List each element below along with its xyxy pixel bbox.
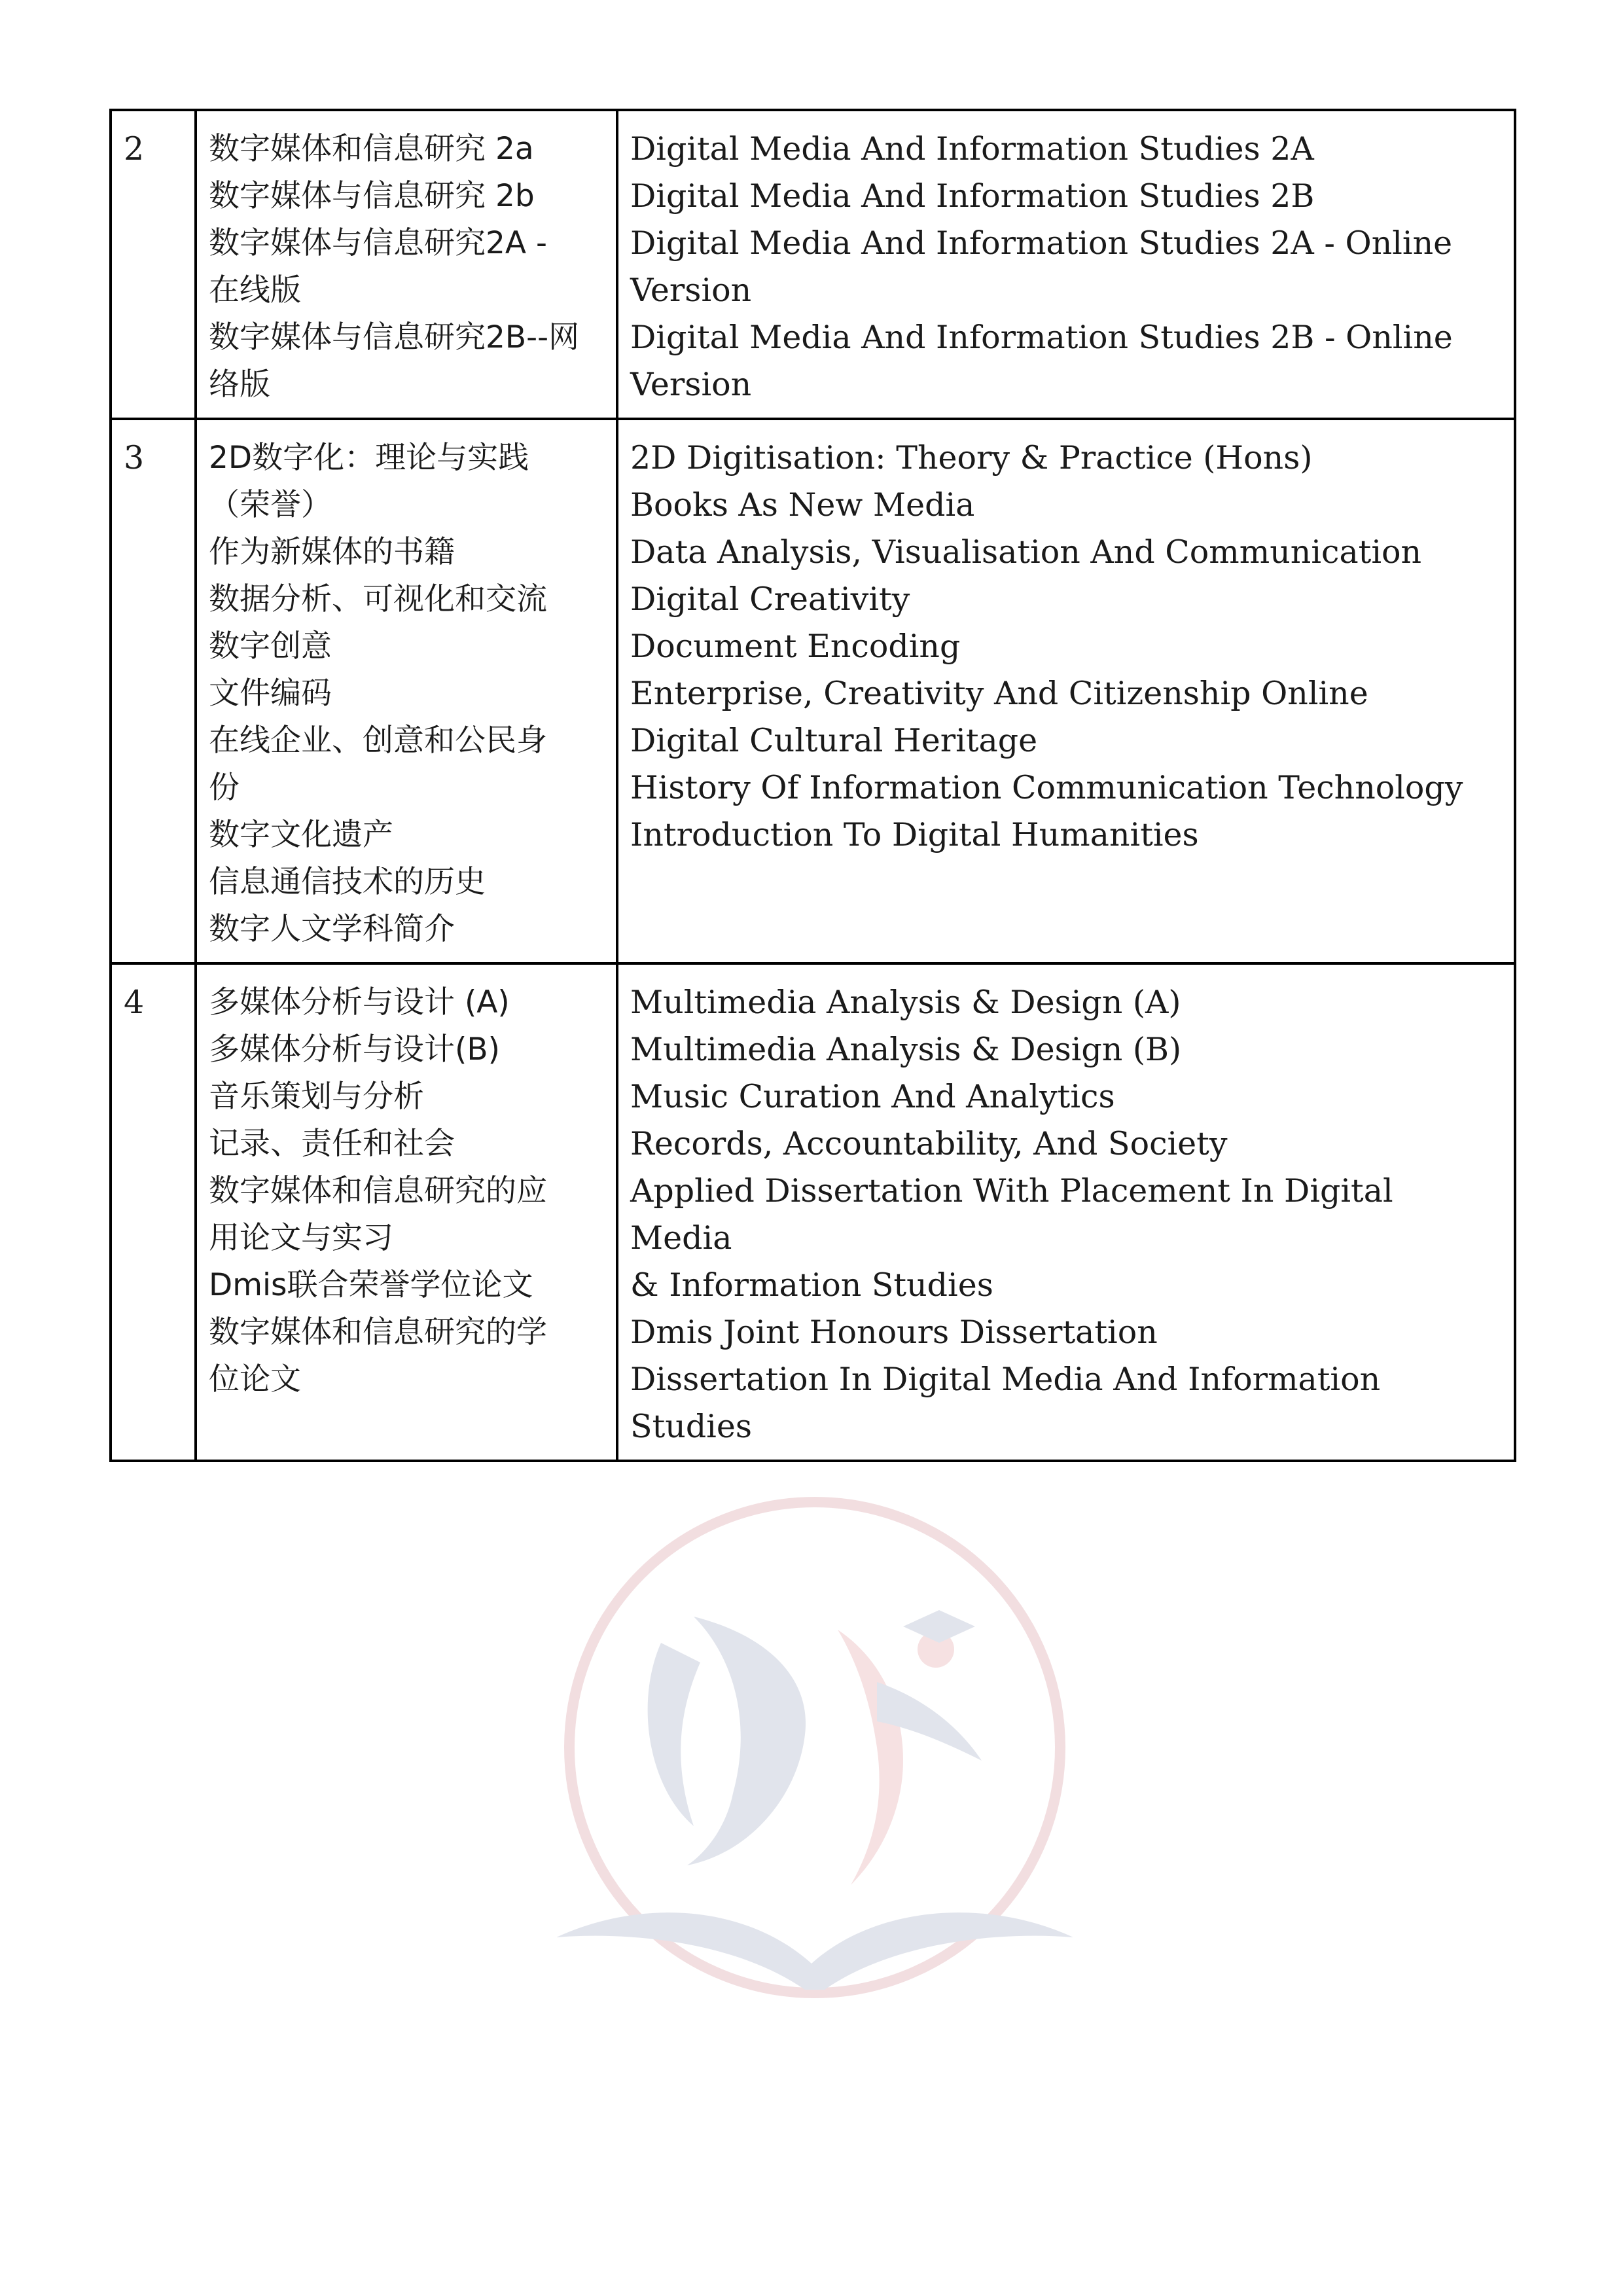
table-body xyxy=(111,110,1515,1461)
chinese-course-line: 位论文 xyxy=(209,1361,301,1397)
table-row xyxy=(111,963,1515,1461)
chinese-course-line: 文件编码 xyxy=(209,675,332,711)
watermark-figure-right xyxy=(838,1630,903,1885)
watermark-logo-icon xyxy=(537,1486,1093,2022)
watermark-book xyxy=(556,1912,1073,1990)
english-course-line: Digital Creativity xyxy=(630,581,910,618)
english-course-line: Enterprise, Creativity And Citizenship Online xyxy=(630,675,1368,712)
chinese-course-line: 数字媒体与信息研究2B--网 xyxy=(209,319,580,355)
watermark-cap xyxy=(903,1610,975,1643)
watermark-figure-left xyxy=(648,1643,700,1826)
chinese-course-line: 记录、责任和社会 xyxy=(209,1126,455,1162)
english-course-line: Version xyxy=(630,366,752,403)
english-course-line: Books As New Media xyxy=(630,486,975,524)
chinese-course-line: 用论文与实习 xyxy=(209,1220,393,1256)
chinese-course-line: 数字媒体与信息研究 2b xyxy=(209,178,535,214)
english-course-line: Music Curation And Analytics xyxy=(630,1078,1115,1115)
english-course-cell xyxy=(617,419,1515,963)
course-table xyxy=(109,109,1516,1462)
english-course-line: Introduction To Digital Humanities xyxy=(630,816,1199,853)
english-course-line: Digital Media And Information Studies 2A - Online xyxy=(630,224,1453,262)
chinese-course-line: Dmis联合荣誉学位论文 xyxy=(209,1267,533,1303)
chinese-course-cell xyxy=(196,963,617,1461)
english-course-line: History Of Information Communication Technology xyxy=(630,769,1463,806)
english-course-line: Version xyxy=(630,272,752,309)
english-course-line: & Information Studies xyxy=(630,1266,993,1304)
chinese-course-line: 在线企业、创意和公民身 xyxy=(209,723,547,759)
chinese-course-line: 数据分析、可视化和交流 xyxy=(209,581,547,617)
english-course-line: Digital Cultural Heritage xyxy=(630,722,1038,759)
english-course-line: Document Encoding xyxy=(630,628,961,665)
english-course-line: Multimedia Analysis & Design (B) xyxy=(630,1031,1182,1068)
chinese-course-line: 信息通信技术的历史 xyxy=(209,864,486,900)
chinese-course-line: （荣誉） xyxy=(209,487,332,523)
chinese-course-line: 作为新媒体的书籍 xyxy=(209,534,455,570)
chinese-course-cell xyxy=(196,419,617,963)
english-course-line: Multimedia Analysis & Design (A) xyxy=(630,984,1181,1021)
chinese-course-cell xyxy=(196,110,617,419)
chinese-course-line: 2D数字化：理论与实践 xyxy=(209,440,529,476)
year-cell: 4 xyxy=(111,963,196,1461)
english-course-line: Dmis Joint Honours Dissertation xyxy=(630,1314,1158,1351)
chinese-course-line: 在线版 xyxy=(209,272,301,308)
english-course-line: Dissertation In Digital Media And Information Studies xyxy=(630,1361,1381,1445)
chinese-course-line: 数字创意 xyxy=(209,628,332,664)
english-course-line: Records, Accountability, And Society xyxy=(630,1125,1228,1162)
chinese-course-line: 数字媒体和信息研究 2a xyxy=(209,131,534,167)
english-course-line: Applied Dissertation With Placement In Digital Media xyxy=(630,1172,1393,1257)
chinese-course-line: 音乐策划与分析 xyxy=(209,1079,424,1115)
chinese-course-line: 多媒体分析与设计 (A) xyxy=(209,984,510,1020)
chinese-course-line: 数字媒体与信息研究2A - xyxy=(209,225,547,261)
year-cell: 3 xyxy=(111,419,196,963)
chinese-course-line: 数字文化遗产 xyxy=(209,817,393,853)
english-course-cell xyxy=(617,963,1515,1461)
watermark-figure-main xyxy=(687,1617,806,1865)
chinese-course-line: 数字媒体和信息研究的学 xyxy=(209,1314,547,1350)
chinese-course-line: 数字人文学科简介 xyxy=(209,911,455,947)
english-course-cell xyxy=(617,110,1515,419)
chinese-course-line: 份 xyxy=(209,770,240,806)
english-course-line: Digital Media And Information Studies 2A xyxy=(630,130,1314,168)
english-course-line: Digital Media And Information Studies 2B xyxy=(630,177,1315,215)
year-cell: 2 xyxy=(111,110,196,419)
chinese-course-line: 络版 xyxy=(209,367,270,403)
table-row xyxy=(111,419,1515,963)
chinese-course-line: 数字媒体和信息研究的应 xyxy=(209,1173,547,1209)
english-course-line: Digital Media And Information Studies 2B - Online xyxy=(630,319,1453,356)
table-row xyxy=(111,110,1515,419)
chinese-course-line: 多媒体分析与设计(B) xyxy=(209,1031,500,1067)
english-course-line: 2D Digitisation: Theory & Practice (Hons) xyxy=(630,439,1313,476)
english-course-line: Data Analysis, Visualisation And Communication xyxy=(630,533,1422,571)
